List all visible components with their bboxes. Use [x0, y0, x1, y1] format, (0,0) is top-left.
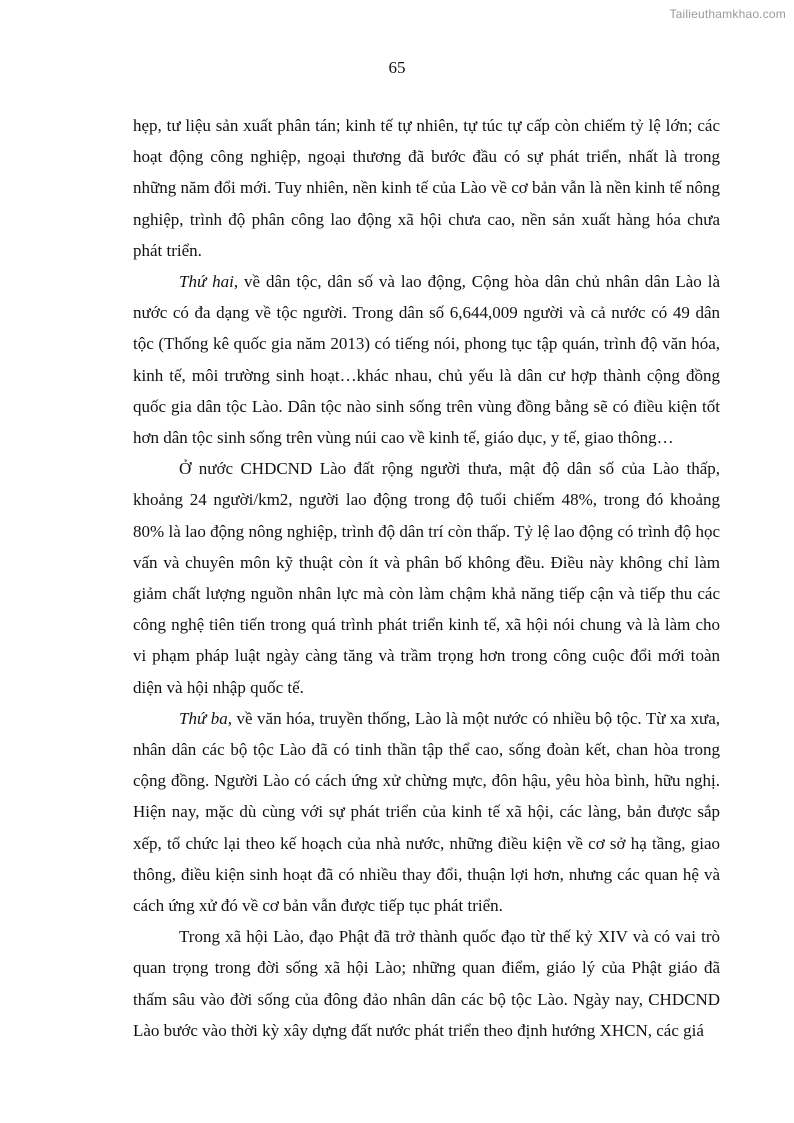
paragraph-buddhism — [133, 921, 720, 1046]
paragraph-text: về văn hóa, truyền thống, Lào là một nước có nhiều bộ tộc. Từ xa xưa, nhân dân các bộ tộc Lào đã có tinh thần tập thể cao, sống đoàn kết, chan hòa trong cộng đồng. Người Lào có cách ứng xử chừng mực, đôn hậu, yêu hòa bình, hữu nghị. Hiện nay, mặc dù cùng với sự phát triển của kinh tế xã hội, các làng, bản được sắp xếp, tổ chức lại theo kế hoạch của nhà nước, những điều kiện về cơ sở hạ tầng, giao thông, điều kiện sinh hoạt đã có nhiều thay đổi, thuận lợi hơn, nhưng các quan hệ và cách ứng xử đó về cơ bản vẫn được tiếp tục phát triển. — [133, 708, 720, 916]
paragraph-text: Trong xã hội Lào, đạo Phật đã trở thành quốc đạo từ thế kỷ XIV và có vai trò quan trọng trong đời sống xã hội Lào; những quan điểm, giáo lý của Phật giáo đã thấm sâu vào đời sống của đông đảo nhân dân các bộ tộc Lào. Ngày nay, CHDCND Lào bước vào thời kỳ xây dựng đất nước phát triển theo định hướng XHCN, các giá — [133, 927, 720, 1040]
paragraph-text: hẹp, tư liệu sản xuất phân tán; kinh tế tự nhiên, tự túc tự cấp còn chiếm tỷ lệ lớn; các hoạt động công nghiệp, ngoại thương đã bước đầu có sự phát triển, nhất là trong những năm đổi mới. Tuy nhiên, nền kinh tế của Lào về cơ bản vẫn là nền kinh tế nông nghiệp, trình độ phân công lao động xã hội chưa cao, nền sản xuất hàng hóa chưa phát triển. — [133, 116, 720, 260]
watermark: Tailieuthamkhao.com — [669, 7, 786, 21]
document-body — [133, 110, 720, 1046]
paragraph-thu-hai — [133, 266, 720, 453]
paragraph-continuation — [133, 110, 720, 266]
paragraph-text: Ở nước CHDCND Lào đất rộng người thưa, mật độ dân số của Lào thấp, khoảng 24 người/km2, người lao động trong độ tuổi chiếm 48%, trong đó khoảng 80% là lao động nông nghiệp, trình độ dân trí còn thấp. Tỷ lệ lao động có trình độ học vấn và chuyên môn kỹ thuật còn ít và phân bố không đều. Điều này không chỉ làm giảm chất lượng nguồn nhân lực mà còn làm chậm khả năng tiếp cận và tiếp thu các công nghệ tiên tiến trong quá trình phát triển kinh tế, xã hội nói chung và là làm cho vi phạm pháp luật ngày càng tăng và trầm trọng hơn trong công cuộc đổi mới toàn diện và hội nhập quốc tế. — [133, 459, 720, 697]
paragraph-text: , về dân tộc, dân số và lao động, Cộng hòa dân chủ nhân dân Lào là nước có đa dạng về tộc người. Trong dân số 6,644,009 người và cả nước có 49 dân tộc (Thống kê quốc gia năm 2013) có tiếng nói, phong tục tập quán, trình độ văn hóa, kinh tế, môi trường sinh hoạt…khác nhau, chủ yếu là dân cư hợp thành cộng đồng quốc gia dân tộc Lào. Dân tộc nào sinh sống trên vùng đồng bằng sẽ có điều kiện tốt hơn dân tộc sinh sống trên vùng núi cao về kinh tế, giáo dục, y tế, giao thông… — [133, 272, 720, 448]
paragraph-lead-italic: Thứ ba, — [179, 708, 232, 728]
paragraph-lead-italic: Thứ hai — [179, 272, 234, 292]
paragraph-population — [133, 453, 720, 703]
page-number: 65 — [388, 58, 406, 77]
paragraph-thu-ba — [133, 703, 720, 921]
